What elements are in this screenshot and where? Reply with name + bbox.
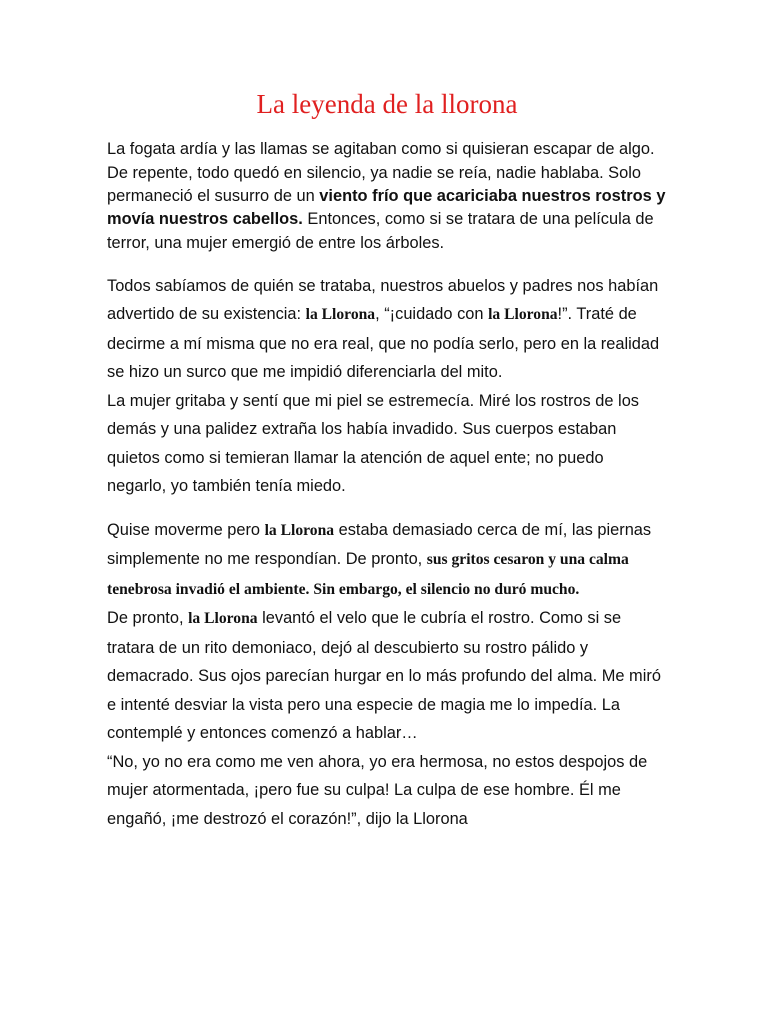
paragraph-3: La mujer gritaba y sentí que mi piel se estremecía. Miré los rostros de los demás y una palidez extraña los había invadido. Sus cuerpos estaban quietos como si temieran llamar la atención de aquel ente; no puedo negarlo, yo también tenía miedo. — [107, 391, 640, 496]
paragraph-5 — [107, 604, 667, 748]
paragraph-1-text-c: Entonces, como si se tratara de una película de terror, una mujer emergió de entre los árboles. — [107, 210, 654, 252]
paragraph-2-text-a: Todos sabíamos de quién se trataba, nuestros abuelos y padres nos habían advertido de su existencia: — [107, 276, 659, 324]
paragraph-4-text-a: Quise moverme pero — [107, 520, 265, 539]
document-page — [107, 88, 667, 833]
paragraph-4-bold-serif: sus gritos cesaron y una calma tenebrosa invadió el ambiente. Sin embargo, el silencio no duró mucho. — [107, 551, 629, 598]
document-title: La leyenda de la llorona — [256, 89, 518, 119]
paragraph-2 — [107, 272, 667, 387]
paragraph-4 — [107, 516, 667, 605]
paragraph-5-name: la Llorona — [188, 610, 258, 628]
paragraph-6: “No, yo no era como me ven ahora, yo era hermosa, no estos despojos de mujer atormentada, ¡pero fue su culpa! La culpa de ese hombre. Él me engañó, ¡me destrozó el corazón!”, dijo la Llorona — [107, 752, 648, 828]
paragraph-4-text-c: estaba demasiado cerca de mí, las piernas simplemente no me respondían. De pronto, — [107, 520, 652, 569]
paragraph-2-name-2: la Llorona — [488, 306, 558, 324]
paragraph-1-bold-text: viento frío que acariciaba nuestros rostros y movía nuestros cabellos. — [107, 186, 666, 229]
paragraph-1 — [107, 138, 667, 254]
paragraph-2-text-c: , “¡cuidado con — [375, 305, 489, 324]
paragraph-2-name-1: la Llorona — [305, 306, 376, 324]
paragraph-5-text-c: levantó el velo que le cubría el rostro. Como si se tratara de un rito demoniaco, dejó al descubierto su rostro pálido y demacrado. Sus ojos parecían hurgar en lo más profundo del alma. Me miró e intenté desviar la vista pero una especie de magia me lo impedía. La contemplé y entonces comenzó a hablar… — [107, 609, 661, 743]
paragraph-4-name: la Llorona — [264, 521, 335, 539]
paragraph-1-text-a: La fogata ardía y las llamas se agitaban como si quisieran escapar de algo. De repente, todo quedó en silencio, ya nadie se reía, nadie hablaba. Solo permaneció el susurro de un — [107, 140, 655, 205]
paragraph-5-text-a: De pronto, — [107, 609, 189, 628]
paragraph-2-text-e: !”. Traté de decirme a mí misma que no era real, que no podía serlo, pero en la realidad se hizo un surco que me impidió diferenciarla del mito. — [107, 305, 660, 382]
